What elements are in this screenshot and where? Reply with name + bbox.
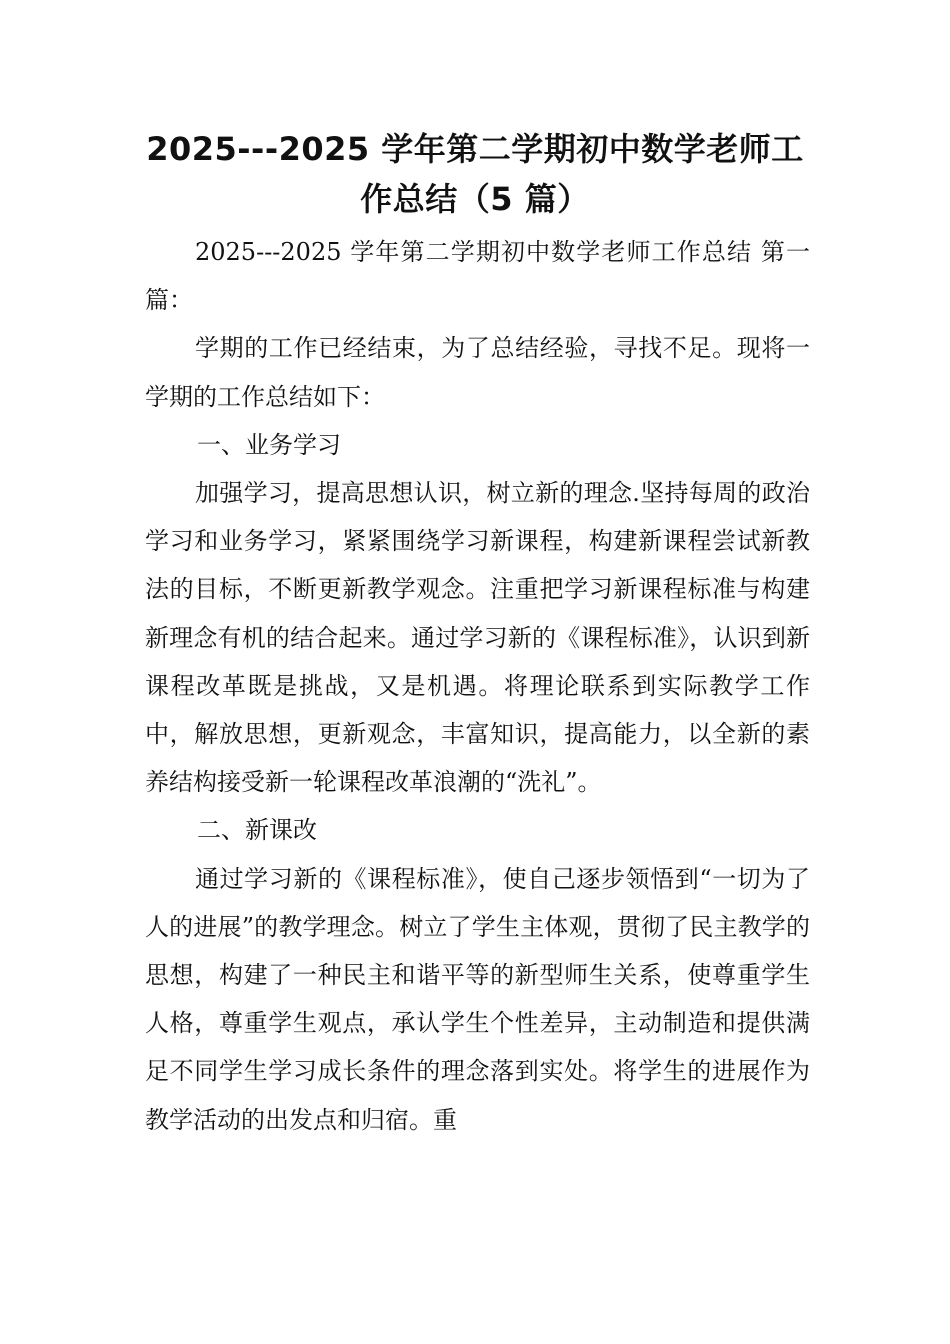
section-heading-business-study: 一、业务学习 [197, 430, 341, 459]
business-study-paragraph: 加强学习，提高思想认识，树立新的理念.坚持每周的政治学习和业务学习，紧紧围绕学习新课程，构建新课程尝试新教法的目标，不断更新教学观念。注重把学习新课程标准与构建新理念有机的结合起来。通过学习新的《课程标准》，认识到新课程改革既是挑战，又是机遇。将理论联系到实际教学工作中，解放思想，更新观念，丰富知识，提高能力，以全新的素养结构接受新一轮课程改革浪潮的“洗礼”。 [145, 479, 810, 797]
section-heading-new-curriculum: 二、新课改 [197, 816, 317, 845]
summary-intro-paragraph: 学期的工作已经结束，为了总结经验，寻找不足。现将一学期的工作总结如下： [145, 334, 810, 411]
new-curriculum-paragraph: 通过学习新的《课程标准》，使自己逐步领悟到“一切为了人的进展”的教学理念。树立了学生主体观，贯彻了民主教学的思想，构建了一种民主和谐平等的新型师生关系，使尊重学生人格，尊重学生观点，承认学生个性差异，主动制造和提供满足不同学生学习成长条件的理念落到实处。将学生的进展作为教学活动的出发点和归宿。重 [145, 864, 810, 1134]
title-line-1: 2025---2025 学年第二学期初中数学老师工 [146, 130, 804, 168]
document-title [100, 124, 850, 224]
document-body [145, 228, 810, 1144]
section-intro-paragraph: 2025---2025 学年第二学期初中数学老师工作总结 第一篇： [145, 238, 810, 315]
title-line-2: 作总结（5 篇） [360, 180, 590, 218]
